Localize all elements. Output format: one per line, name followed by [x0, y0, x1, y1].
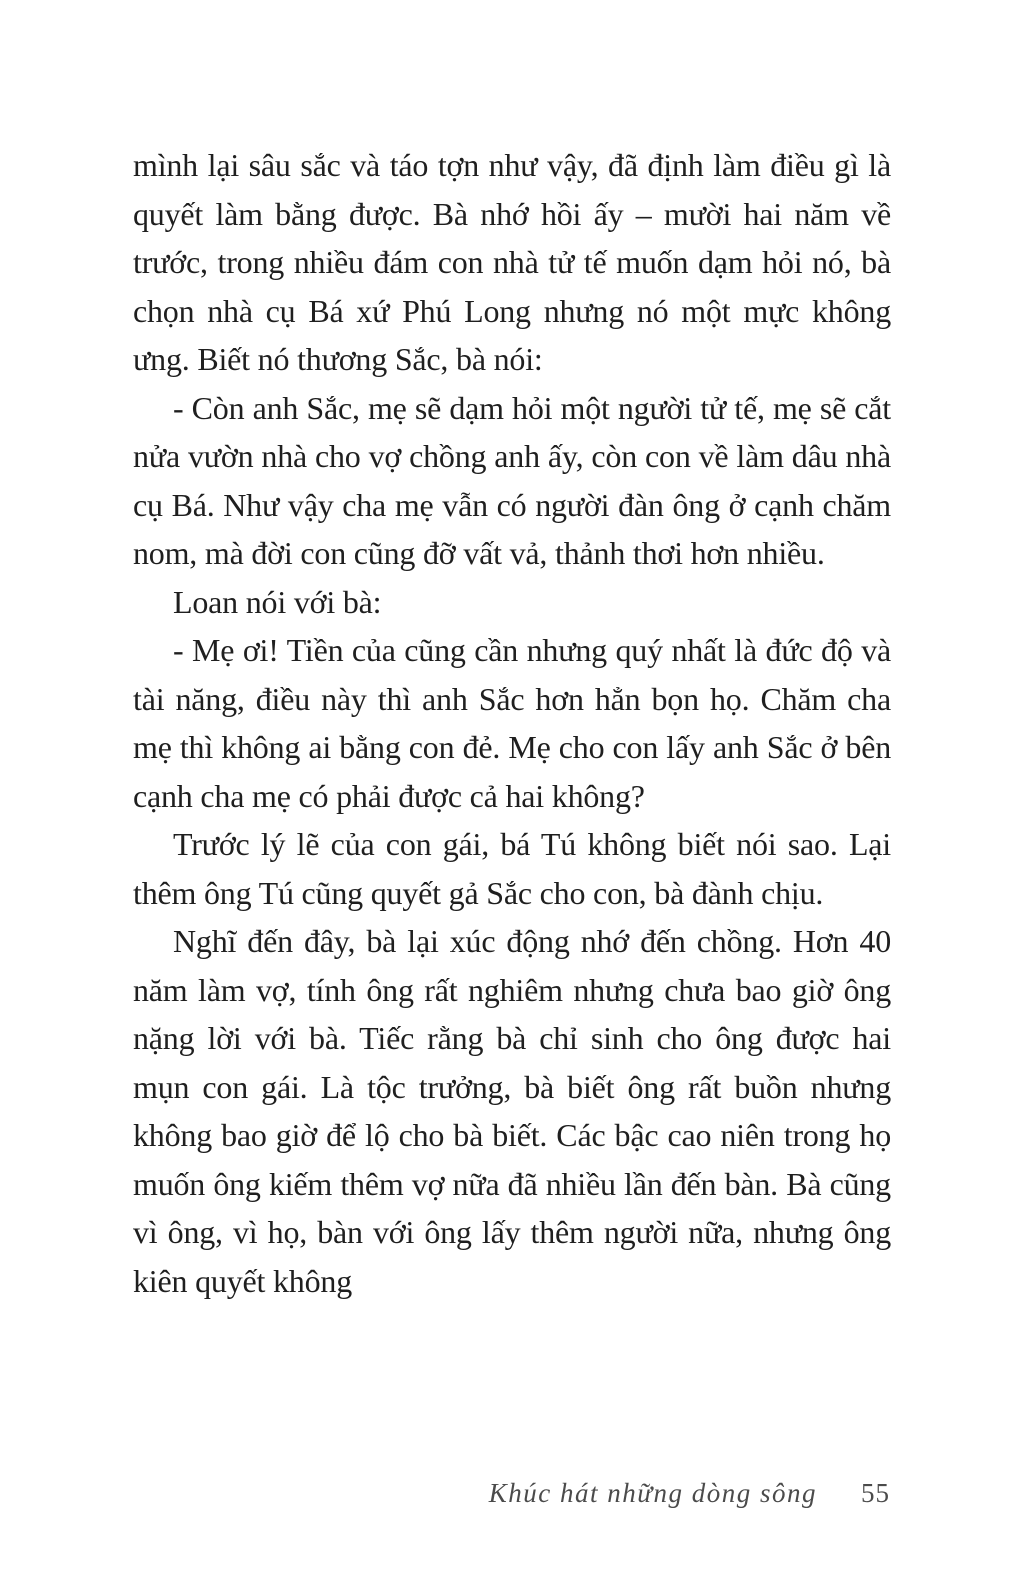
body-paragraph: mình lại sâu sắc và táo tợn như vậy, đã định làm điều gì là quyết làm bằng được. Bà nhớ hồi ấy – mười hai năm về trước, trong nhiều đám con nhà tử tế muốn dạm hỏi nó, bà chọn nhà cụ Bá xứ Phú Long nhưng nó một mực không ưng. Biết nó thương Sắc, bà nói:: [133, 147, 891, 377]
dialogue-paragraph: - Mẹ ơi! Tiền của cũng cần nhưng quý nhất là đức độ và tài năng, điều này thì anh Sắc hơn hẳn bọn họ. Chăm cha mẹ thì không ai bằng con đẻ. Mẹ cho con lấy anh Sắc ở bên cạnh cha mẹ có phải được cả hai không?: [133, 632, 891, 814]
body-paragraph: Loan nói với bà:: [173, 583, 382, 620]
page-number: 55: [861, 1478, 890, 1508]
running-footer-title: Khúc hát những dòng sông: [488, 1478, 817, 1508]
page-footer: [489, 1476, 890, 1510]
body-paragraph: Trước lý lẽ của con gái, bá Tú không biết nói sao. Lại thêm ông Tú cũng quyết gả Sắc cho con, bà đành chịu.: [133, 826, 891, 911]
body-text: [133, 141, 891, 1305]
dialogue-paragraph: - Còn anh Sắc, mẹ sẽ dạm hỏi một người tử tế, mẹ sẽ cắt nửa vườn nhà cho vợ chồng anh ấy, còn con về làm dâu nhà cụ Bá. Như vậy cha mẹ vẫn có người đàn ông ở cạnh chăm nom, mà đời con cũng đỡ vất vả, thảnh thơi hơn nhiều.: [133, 389, 891, 571]
body-paragraph: Nghĩ đến đây, bà lại xúc động nhớ đến chồng. Hơn 40 năm làm vợ, tính ông rất nghiêm nhưng chưa bao giờ ông nặng lời với bà. Tiếc rằng bà chỉ sinh cho ông được hai mụn con gái. Là tộc trưởng, bà biết ông rất buồn nhưng không bao giờ để lộ cho bà biết. Các bậc cao niên trong họ muốn ông kiếm thêm vợ nữa đã nhiều lần đến bàn. Bà cũng vì ông, vì họ, bàn với ông lấy thêm người nữa, nhưng ông kiên quyết không: [133, 923, 891, 1299]
